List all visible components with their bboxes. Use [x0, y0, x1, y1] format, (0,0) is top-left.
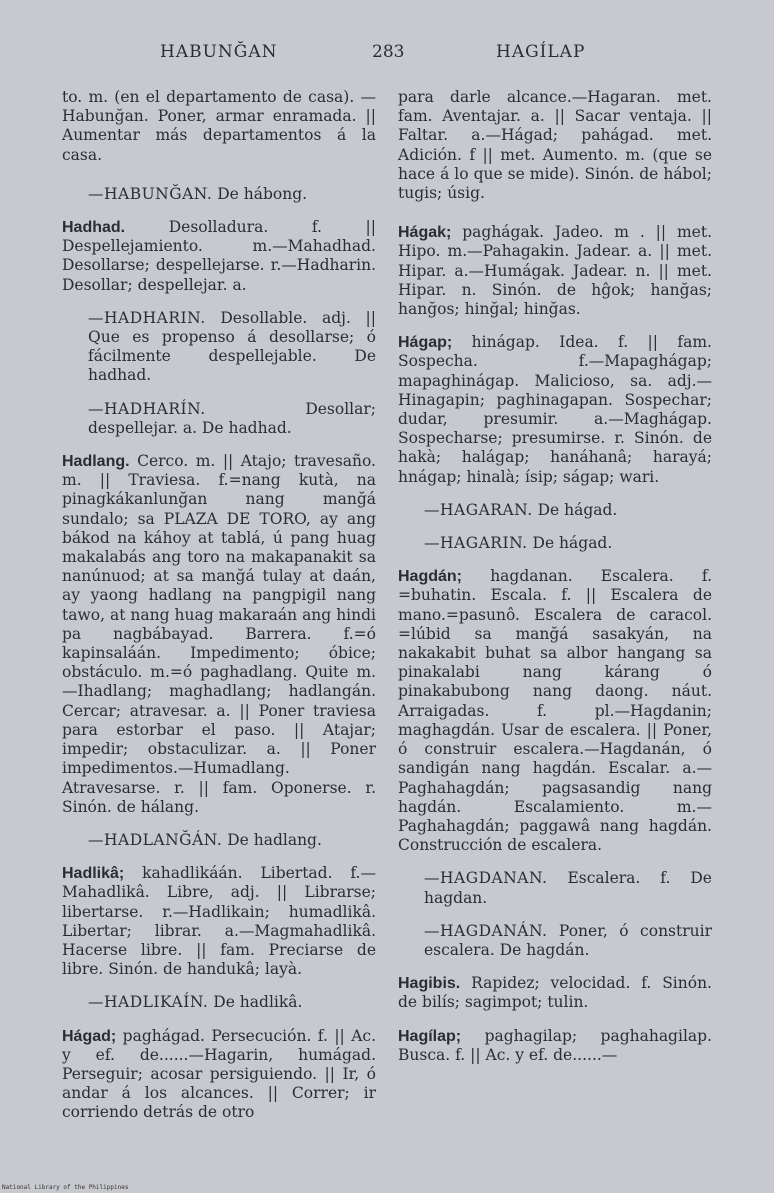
dictionary-entry — [62, 309, 376, 386]
entry-headword: —HAGARAN. — [424, 500, 533, 519]
page-number: 283 — [372, 42, 405, 62]
entry-headword: —HADLIKAÍN. — [88, 993, 209, 1012]
entry-text: paghagilap; paghahagilap. Busca. f. || Ac. y ef. de......— — [398, 1026, 712, 1064]
right-column — [398, 88, 712, 1079]
entry-headword: Hágad; — [62, 1027, 117, 1045]
dictionary-entry — [398, 534, 712, 553]
entry-headword: —HABUNĞAN. — [88, 184, 213, 203]
entry-headword: —HAGDANÁN. — [424, 921, 548, 940]
dictionary-entry — [62, 1027, 376, 1123]
entry-headword: —HADLANĞÁN. — [88, 830, 223, 849]
entry-text: Desollable. adj. || Que es propenso á desollarse; ó fácilmente despellejable. De hadhad. — [88, 308, 376, 385]
left-column — [62, 88, 376, 1137]
entry-headword: Hadlang. — [62, 453, 130, 471]
entry-text: hagdanan. Escalera. f. =buhatin. Escala. f. || Escalera de mano.=pasunô. Escalera de caracol. =lúbid sa manğá sasakyán, na nakakabit buhat sa albor hangang sa pinakalabi nang kárang ó pinakabubong nang daong. náut. Arraigadas. f. pl.—Hagdanin; maghagdán. Usar de escalera. || Poner, ó construir escalera.—Hagdanán, ó sandigán nang hagdán. Escalar. a.—Paghahagdán; pagsasandig nang hagdán. Escalamiento. m.—Paghahagdán; paggawâ nang hagdán. Construcción de escalera. — [398, 567, 712, 855]
entry-headword: Hágap; — [398, 334, 453, 352]
entry-text: De hadlang. — [227, 830, 322, 849]
entry-headword: —HAGDANAN. — [424, 869, 548, 888]
dictionary-entry — [398, 88, 712, 203]
dictionary-entry — [62, 452, 376, 817]
running-head-left: HABUNĞAN — [160, 42, 278, 62]
dictionary-entry — [398, 333, 712, 487]
entry-text: paghágad. Persecución. f. || Ac. y ef. de......—Hagarin, humágad. Perseguir; acosar persiguiendo. || Ir, ó andar á los alcances. || Correr; ir corriendo detrás de otro — [62, 1026, 376, 1122]
dictionary-entry — [398, 1027, 712, 1065]
dictionary-entry — [62, 864, 376, 979]
entry-headword: —HADHARÍN. — [88, 399, 206, 418]
dictionary-entry — [398, 869, 712, 907]
entry-text: Cerco. m. || Atajo; travesaño. m. || Traviesa. f.=nang kutà, na pinagkákanlunğan nang manğá sundalo; sa PLAZA DE TORO, ay ang bákod na káhoy at tablá, ú pang huag makalabás ang toro na makapanakit sa nanúnuod; at sa manğá tulay at daán, ay yaong hadlang na pangpigil nang tawo, at nang huag makaraán ang hindi pa nagbábayad. Barrera. f.=ó kapinsaláán. Impedimento; óbice; obstáculo. m.=ó paghadlang. Quite m.—Ihadlang; maghadlang; hadlangán. Cercar; atravesar. a. || Poner traviesa para estorbar el paso. || Atajar; impedir; obstaculizar. a. || Poner impedimentos.—Humadlang. Atravesarse. r. || fam. Oponerse. r. Sinón. de hálang. — [62, 452, 376, 816]
dictionary-entry — [398, 974, 712, 1012]
running-head-right: HAGÍLAP — [496, 42, 586, 62]
page-header — [0, 42, 774, 72]
entry-headword: Hadlikâ; — [62, 865, 125, 883]
dictionary-entry — [62, 88, 376, 165]
entry-text: kahadlikáán. Libertad. f.—Mahadlikâ. Libre, adj. || Librarse; libertarse. r.—Hadlikain; humadlikâ. Libertar; librar. a.—Magmahadlikâ. Hacerse libre. || fam. Preciarse de libre. Sinón. de handukâ; layà. — [62, 864, 376, 979]
entry-text: De hadlikâ. — [213, 993, 303, 1012]
entry-headword: Hagdán; — [398, 568, 462, 586]
entry-text: Desollar; despellejar. a. De hadhad. — [88, 399, 376, 437]
entry-text: Poner, ó construir escalera. De hagdán. — [424, 921, 712, 959]
dictionary-entry — [62, 831, 376, 850]
dictionary-entry — [398, 501, 712, 520]
entry-headword: Hagílap; — [398, 1027, 462, 1045]
entry-text: Rapidez; velocidad. f. Sinón. de bilís; sagimpot; tulin. — [398, 974, 712, 1012]
dictionary-entry — [398, 922, 712, 960]
dictionary-entry — [62, 400, 376, 438]
dictionary-entry — [62, 993, 376, 1012]
entry-text: para darle alcance.—Hagaran. met. fam. Aventajar. a. || Sacar ventaja. || Faltar. a.—Hágad; pahágad. met. Adición. f || met. Aumento. m. (que se hace á lo que se mide). Sinón. de hábol; tugis; úsig. — [398, 88, 712, 203]
entry-text: Desolladura. f. || Despellejamiento. m.—Mahadhad. Desollarse; despellejarse. r.—Hadharin. Desollar; despellejar. a. — [62, 218, 376, 294]
dictionary-entry — [62, 218, 376, 295]
entry-headword: —HADHARIN. — [88, 308, 206, 327]
entry-text: paghágak. Jadeo. m . || met. Hipo. m.—Pahagakin. Jadear. a. || met. Hipar. a.—Humágak. Jadear. n. || met. Hipar. n. Sinón. de hĝok; hanğas; hanğos; hinğal; hinğas. — [398, 223, 712, 319]
dictionary-entry — [398, 567, 712, 855]
entry-headword: Hagibis. — [398, 975, 461, 993]
entry-text: De hábong. — [217, 184, 308, 203]
entry-text: Escalera. f. De hagdan. — [424, 869, 712, 907]
entry-text: De hágad. — [532, 534, 613, 553]
entry-headword: Hadhad. — [62, 219, 126, 237]
entry-headword: —HAGARIN. — [424, 534, 528, 553]
dictionary-entry — [62, 185, 376, 204]
entry-headword: Hágak; — [398, 224, 452, 242]
library-footer: National Library of the Philippines — [2, 1184, 129, 1191]
entry-text: to. m. (en el departamento de casa). —Habunğan. Poner, armar enramada. || Aumentar más departamentos á la casa. — [62, 88, 376, 164]
dictionary-entry — [398, 223, 712, 319]
entry-text: De hágad. — [537, 500, 618, 519]
entry-text: hinágap. Idea. f. || fam. Sospecha. f.—Mapaghágap; mapaghinágap. Malicioso, sa. adj.—Hinagapin; paghinagapan. Sospechar; dudar, presumir. a.—Maghágap. Sospecharse; presumirse. r. Sinón. de hakà; halágap; hanáhanâ; harayá; hnágap; hinalà; ísip; ságap; wari. — [398, 333, 712, 486]
